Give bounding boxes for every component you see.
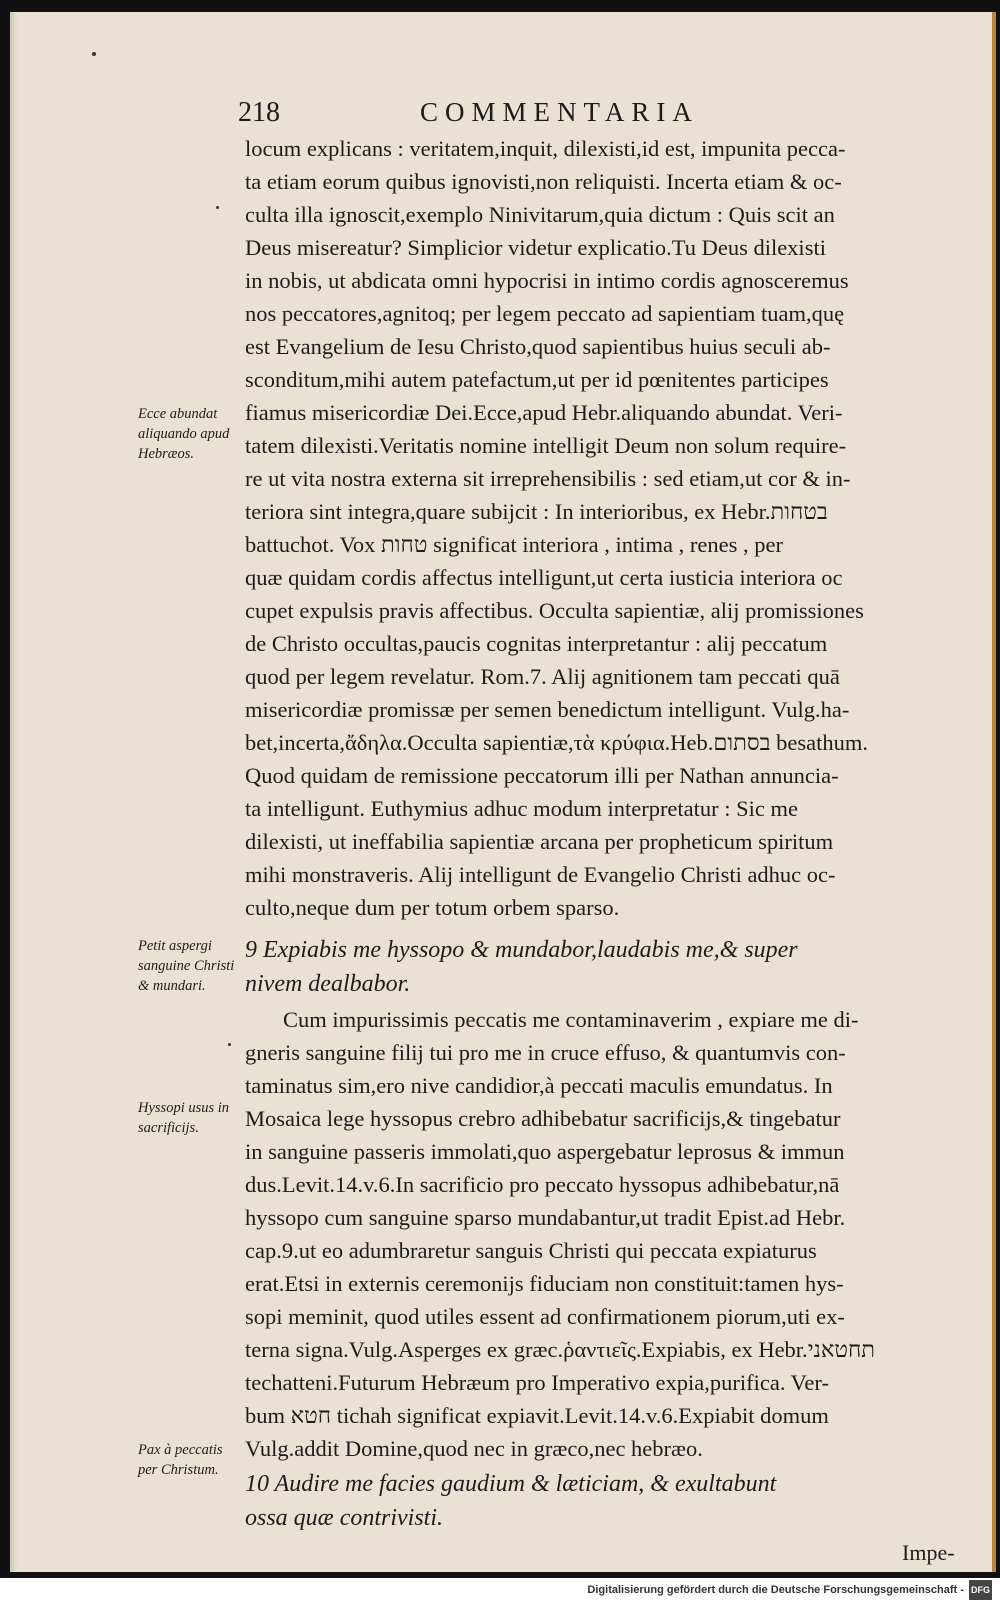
verse-heading: ossa quæ contrivisti. <box>245 1505 444 1531</box>
speck-mark <box>228 1043 231 1046</box>
text-line: de Christo occultas,paucis cognitas interpretantur : alij peccatum <box>245 631 828 656</box>
margin-note: Pax à peccatis per Christum. <box>138 1442 223 1478</box>
text-line: Cum impurissimis peccatis me contaminaverim , expiare me di- <box>283 1007 859 1032</box>
text-line: est Evangelium de Iesu Christo,quod sapientibus huius seculi ab- <box>245 334 831 359</box>
text-line: in nobis, ut abdicata omni hypocrisi in intimo cordis agnosceremus <box>245 268 849 293</box>
text-line: dilexisti, ut ineffabilia sapientiæ arcana per propheticum spiritum <box>245 829 834 854</box>
verse-heading: 9 Expiabis me hyssopo & mundabor,laudabis me,& super <box>245 937 798 963</box>
text-line: misericordiæ promissæ per semen benedictum intelligunt. Vulg.ha- <box>245 697 850 722</box>
text-line: bet,incerta,ἄδηλα.Occulta sapientiæ,τὰ κρύφια.Heb.בסתום besathum. <box>245 730 869 755</box>
text-line: re ut vita nostra externa sit irreprehensibilis : sed etiam,ut cor & in- <box>245 466 851 491</box>
text-line: culto,neque dum per totum orbem sparso. <box>245 895 620 920</box>
text-line: techatteni.Futurum Hebræum pro Imperativo expia,purifica. Ver- <box>245 1370 829 1395</box>
text-line: hyssopo cum sanguine sparso mundabantur,ut tradit Epist.ad Hebr. <box>245 1205 846 1230</box>
running-title: COMMENTARIA <box>420 97 699 127</box>
text-line: nos peccatores,agnitoq; per legem peccato ad sapientiam tuam,quę <box>245 301 845 326</box>
margin-note: Ecce abundat aliquando apud Hebræos. <box>138 406 230 462</box>
text-line: sconditum,mihi autem patefactum,ut per id pœnitentes participes <box>245 367 829 392</box>
text-line: culta illa ignoscit,exemplo Ninivitarum,quia dictum : Quis scit an <box>245 202 835 227</box>
text-line: erat.Etsi in externis ceremonijs fiduciam non constituit:tamen hys- <box>245 1271 844 1296</box>
text-line: tatem dilexisti.Veritatis nomine intelligit Deum non solum require- <box>245 433 847 458</box>
margin-note: Petit aspergi sanguine Christi & mundari. <box>138 938 235 994</box>
text-line: cap.9.ut eo adumbraretur sanguis Christi qui peccata expiaturus <box>245 1238 817 1263</box>
speck-mark <box>216 206 219 209</box>
text-line: quæ quidam cordis affectus intelligunt,ut certa iusticia interiora oc <box>245 565 843 590</box>
text-line: sopi meminit, quod utiles essent ad confirmationem piorum,uti ex- <box>245 1304 845 1329</box>
speck-mark <box>92 52 96 56</box>
margin-note: Hyssopi usus in sacrificijs. <box>138 1100 230 1136</box>
text-line: quod per legem revelatur. Rom.7. Alij agnitionem tam peccati quā <box>245 664 840 689</box>
text-line: teriora sint integra,quare subijcit : In interioribus, ex Hebr.בטחות <box>245 499 828 524</box>
footer-text: Digitalisierung gefördert durch die Deutsche Forschungsgemeinschaft - <box>587 1584 964 1596</box>
page-edge-shadow <box>10 12 18 1572</box>
text-line: Vulg.addit Domine,quod nec in græco,nec hebræo. <box>245 1436 703 1461</box>
text-line: battuchot. Vox טחות significat interiora , intima , renes , per <box>245 532 783 557</box>
text-line: terna signa.Vulg.Asperges ex græc.ῥαντιεῖς.Expiabis, ex Hebr.תחטאני <box>245 1337 876 1362</box>
dfg-logo: DFG <box>969 1580 992 1600</box>
text-line: mihi monstraveris. Alij intelligunt de Evangelio Christi adhuc oc- <box>245 862 836 887</box>
text-line: ta etiam eorum quibus ignovisti,non reliquisti. Incerta etiam & oc- <box>245 169 842 194</box>
text-line: cupet expulsis pravis affectibus. Occulta sapientiæ, alij promissiones <box>245 598 864 623</box>
text-line: Deus misereatur? Simplicior videtur explicatio.Tu Deus dilexisti <box>245 235 826 260</box>
text-line: in sanguine passeris immolati,quo aspergebatur leprosus & immun <box>245 1139 845 1164</box>
text-line: gneris sanguine filij tui pro me in cruce effuso, & quantumvis con- <box>245 1040 846 1065</box>
verse-heading: nivem dealbabor. <box>245 971 411 997</box>
text-line: Mosaica lege hyssopus crebro adhibebatur sacrificijs,& tingebatur <box>245 1106 841 1131</box>
text-line: bum חטא tichah significat expiavit.Levit.14.v.6.Expiabit domum <box>245 1403 829 1428</box>
text-line: locum explicans : veritatem,inquit, dilexisti,id est, impunita pecca- <box>245 136 846 161</box>
text-line: ta intelligunt. Euthymius adhuc modum interpretatur : Sic me <box>245 796 799 821</box>
verse-heading: 10 Audire me facies gaudium & læticiam, & exultabunt <box>245 1471 777 1497</box>
catchword: Impe- <box>902 1540 955 1565</box>
page-number: 218 <box>238 97 280 128</box>
text-line: fiamus misericordiæ Dei.Ecce,apud Hebr.aliquando abundat. Veri- <box>245 400 843 425</box>
footer-credit <box>0 1580 992 1600</box>
text-line: taminatus sim,ero nive candidior,à peccati maculis emundatus. In <box>245 1073 833 1098</box>
text-line: Quod quidam de remissione peccatorum illi per Nathan annuncia- <box>245 763 839 788</box>
text-line: dus.Levit.14.v.6.In sacrificio pro peccato hyssopus adhibebatur,nā <box>245 1172 840 1197</box>
